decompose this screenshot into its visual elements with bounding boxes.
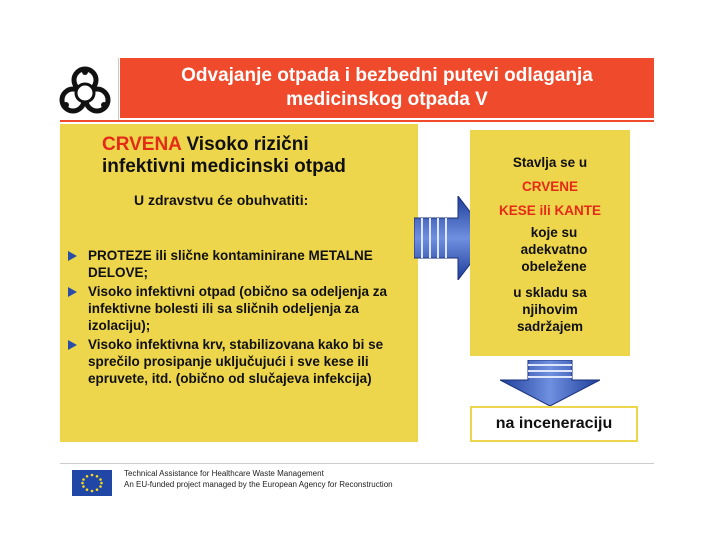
list-item-text: PROTEZE ili slične kontaminirane METALNE DELOVE; [88, 248, 373, 280]
title-line-2: medicinskog otpada V [286, 89, 488, 110]
heading-rest: Visoko rizični [181, 134, 309, 155]
list-item [66, 336, 414, 387]
red-waste-panel [60, 124, 418, 442]
triangle-bullet-icon [68, 340, 77, 350]
footer-line-1: Technical Assistance for Healthcare Waste Management [124, 469, 324, 478]
instruction-content: u skladu sa njihovim sadržajem [513, 285, 587, 334]
panel-subheading: U zdravstvu će obuhvatiti: [134, 192, 309, 208]
title-line-1: Odvajanje otpada i bezbedni putevi odlaganja [181, 65, 593, 86]
footer-text [124, 468, 393, 490]
eu-flag-icon [72, 470, 112, 496]
triangle-bullet-icon [68, 251, 77, 261]
destination-box: na inceneraciju [470, 406, 638, 442]
waste-list [66, 247, 414, 389]
instruction-red-containers: KESE ili KANTE [498, 203, 601, 218]
footer-line-2: An EU-funded project managed by the European Agency for Reconstruction [124, 480, 393, 489]
triangle-bullet-icon [68, 287, 77, 297]
list-item-text: Visoko infektivna krv, stabilizovana kako bi se sprečilo prosipanje uključujući i sve kese ili epruvete, itd. (obično od slučajeva infekcija) [88, 337, 384, 386]
heading-line-2: infektivni medicinski otpad [102, 156, 346, 177]
title-underline [60, 120, 654, 122]
arrow-down-icon [500, 360, 600, 406]
instruction-line-1: Stavlja se u [512, 155, 588, 170]
disposal-instructions-panel [470, 130, 630, 356]
heading-color-word: CRVENA [102, 134, 182, 155]
footer-divider [60, 463, 654, 464]
instruction-red-bags: CRVENE [521, 179, 579, 194]
list-item [66, 283, 414, 334]
list-item [66, 247, 414, 281]
instruction-labeled: koje su adekvatno obeležene [520, 225, 588, 274]
biohazard-icon [56, 64, 114, 118]
header-divider [118, 58, 119, 120]
page-title [120, 58, 654, 118]
list-item-text: Visoko infektivni otpad (obično sa odeljenja za infektivne bolesti ili sa sličnih odeljenja za izolaciju); [88, 284, 388, 333]
panel-heading [102, 134, 412, 178]
